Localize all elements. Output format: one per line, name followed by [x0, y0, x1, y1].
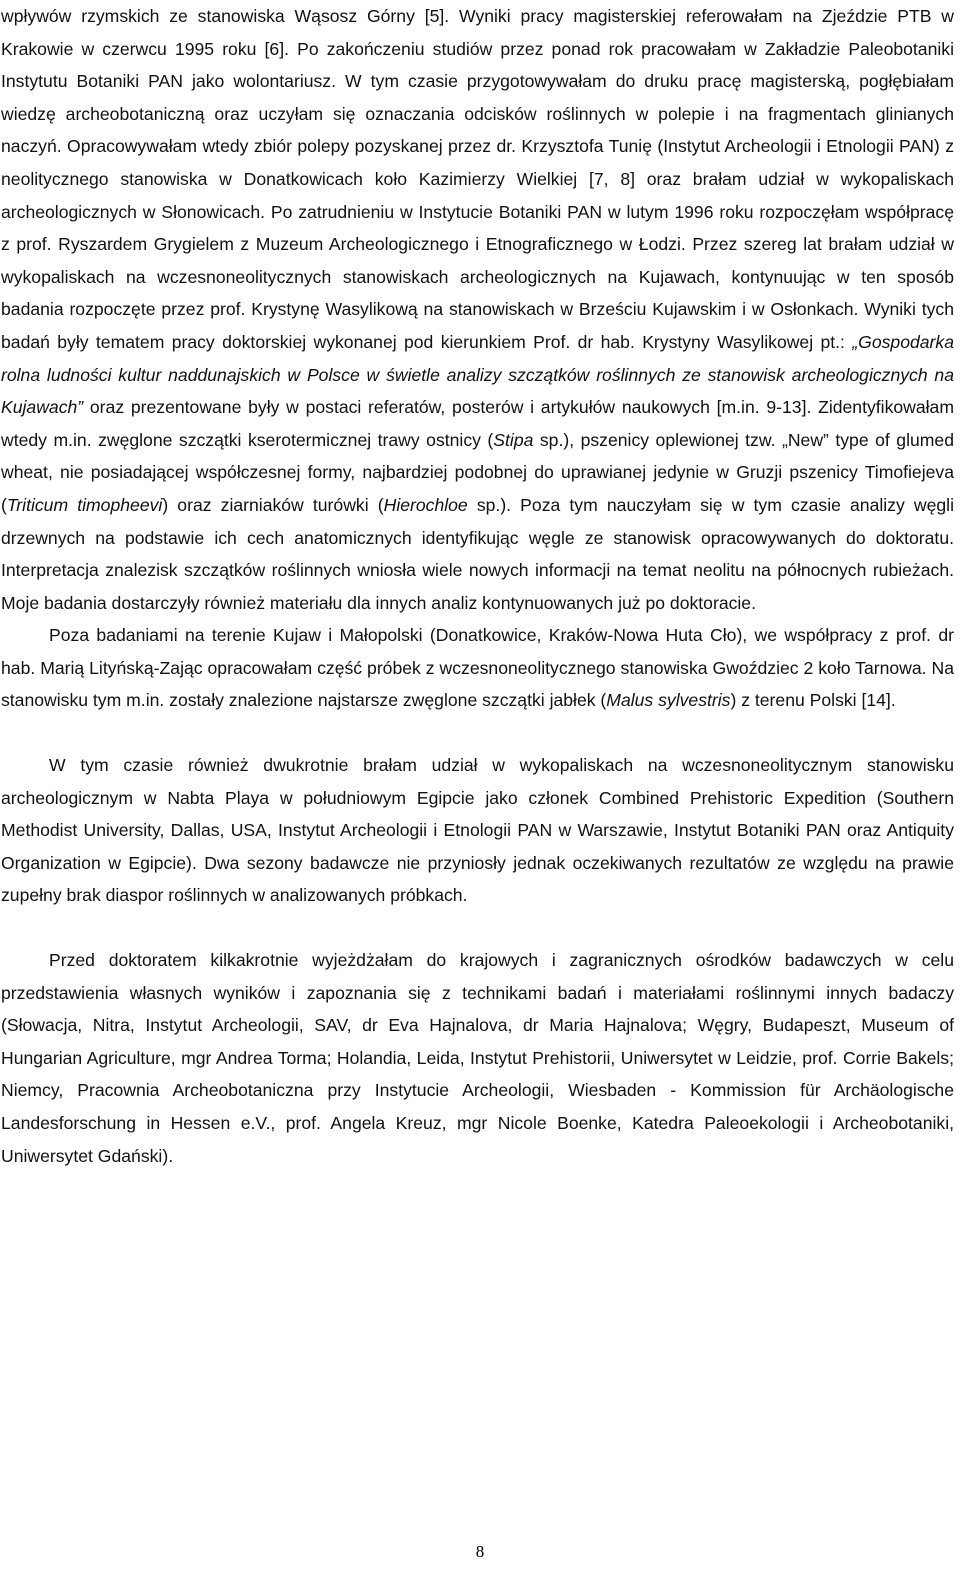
paragraph-3	[1, 749, 954, 912]
paragraph-1	[1, 0, 954, 619]
text-run: ) oraz ziarniaków turówki (	[162, 494, 384, 515]
text-run: sp.), pszenicy oplewionej tzw. „New” type of glumed wheat, nie posiadającej współczesnej formy, najbardziej podobnej do uprawianej jedynie w Gruzji pszenicy Timofiejeva (	[1, 429, 954, 515]
text-run: Przed doktoratem kilkakrotnie wyjeżdżałam do krajowych i zagranicznych ośrodków badawczych w celu przedstawienia własnych wyników i zapoznania się z technikami badań i materiałami roślinnymi innych badaczy (Słowacja, Nitra, Instytut Archeologii, SAV, dr Eva Hajnalova, dr Maria Hajnalova; Węgry, Budapeszt, Museum of Hungarian Agriculture, mgr Andrea Torma; Holandia, Leida, Instytut Prehistorii, Uniwersytet w Leidzie, prof. Corrie Bakels; Niemcy, Pracownia Archeobotaniczna przy Instytucie Archeologii, Wiesbaden - Kommission für Archäologische Landesforschung in Hessen e.V., prof. Angela Kreuz, mgr Nicole Boenke, Katedra Paleoekologii i Archeobotaniki, Uniwersytet Gdański).	[1, 950, 954, 1166]
text-run: Poza badaniami na terenie Kujaw i Małopolski (Donatkowice, Kraków-Nowa Huta Cło), we współpracy z prof. dr hab. Marią Lityńską-Zając opracowałam część próbek z wczesnoneolitycznego stanowiska Gwoździec 2 koło Tarnowa. Na stanowisku tym m.in. zostały znalezione najstarsze zwęglone szczątki jabłek (	[1, 625, 954, 711]
italic-run: Triticum timopheevi	[6, 494, 163, 515]
italic-run: Stipa	[493, 429, 534, 450]
text-run: oraz prezentowane były w postaci referatów, posterów i artykułów naukowych [m.in. 9-13]. Zidentyfikowałam wtedy m.in. zwęglone szczątki kserotermicznej trawy ostnicy (	[1, 397, 954, 450]
page-number: 8	[475, 1542, 485, 1561]
italic-run: Hierochloe	[383, 494, 468, 515]
paragraph-2	[1, 619, 954, 717]
italic-run: Malus sylvestris	[606, 690, 731, 711]
text-run: ) z terenu Polski [14].	[730, 690, 896, 711]
italic-run: „Gospodarka rolna ludności kultur naddunajskich w Polsce w świetle analizy szczątków roślinnych ze stanowisk archeologicznych na Kujawach”	[1, 331, 954, 418]
text-run: W tym czasie również dwukrotnie brałam udział w wykopaliskach na wczesnoneolitycznym stanowisku archeologicznym w Nabta Playa w południowym Egipcie jako członek Combined Prehistoric Expedition (Southern Methodist University, Dallas, USA, Instytut Archeologii i Etnologii PAN w Warszawie, Instytut Botaniki PAN oraz Antiquity Organization w Egipcie). Dwa sezony badawcze nie przyniosły jednak oczekiwanych rezultatów ze względu na prawie zupełny brak diaspor roślinnych w analizowanych próbkach.	[1, 755, 954, 906]
text-run: sp.). Poza tym nauczyłam się w tym czasie analizy węgli drzewnych na podstawie ich cech anatomicznych identyfikując węgle ze stanowisk opracowywanych do doktoratu. Interpretacja znalezisk szczątków roślinnych wniosła wiele nowych informacji na temat neolitu na północnych rubieżach. Moje badania dostarczyły również materiału dla innych analiz kontynuowanych już po doktoracie.	[1, 494, 954, 613]
paragraph-4	[1, 944, 954, 1172]
text-run: wpływów rzymskich ze stanowiska Wąsosz Górny [5]. Wyniki pracy magisterskiej referowałam na Zjeździe PTB w Krakowie w czerwcu 1995 roku [6]. Po zakończeniu studiów przez ponad rok pracowałam w Zakładzie Paleobotaniki Instytutu Botaniki PAN jako wolontariusz. W tym czasie przygotowywałam do druku pracę magisterską, pogłębiałam wiedzę archeobotaniczną oraz uczyłam się oznaczania odcisków roślinnych w polepie i na fragmentach glinianych naczyń. Opracowywałam wtedy zbiór polepy pozyskanej przez dr. Krzysztofa Tunię (Instytut Archeologii i Etnologii PAN) z neolitycznego stanowiska w Donatkowicach koło Kazimierzy Wielkiej [7, 8] oraz brałam udział w wykopaliskach archeologicznych w Słonowicach. Po zatrudnieniu w Instytucie Botaniki PAN w lutym 1996 roku rozpoczęłam współpracę z prof. Ryszardem Grygielem z Muzeum Archeologicznego i Etnograficznego w Łodzi. Przez szereg lat brałam udział w wykopaliskach na wczesnoneolitycznych stanowiskach archeologicznych na Kujawach, kontynuując w ten sposób badania rozpoczęte przez prof. Krystynę Wasylikową na stanowiskach w Brześciu Kujawskim i w Osłonkach. Wyniki tych badań były tematem pracy doktorskiej wykonanej pod kierunkiem Prof. dr hab. Krystyny Wasylikowej pt.:	[1, 6, 954, 352]
